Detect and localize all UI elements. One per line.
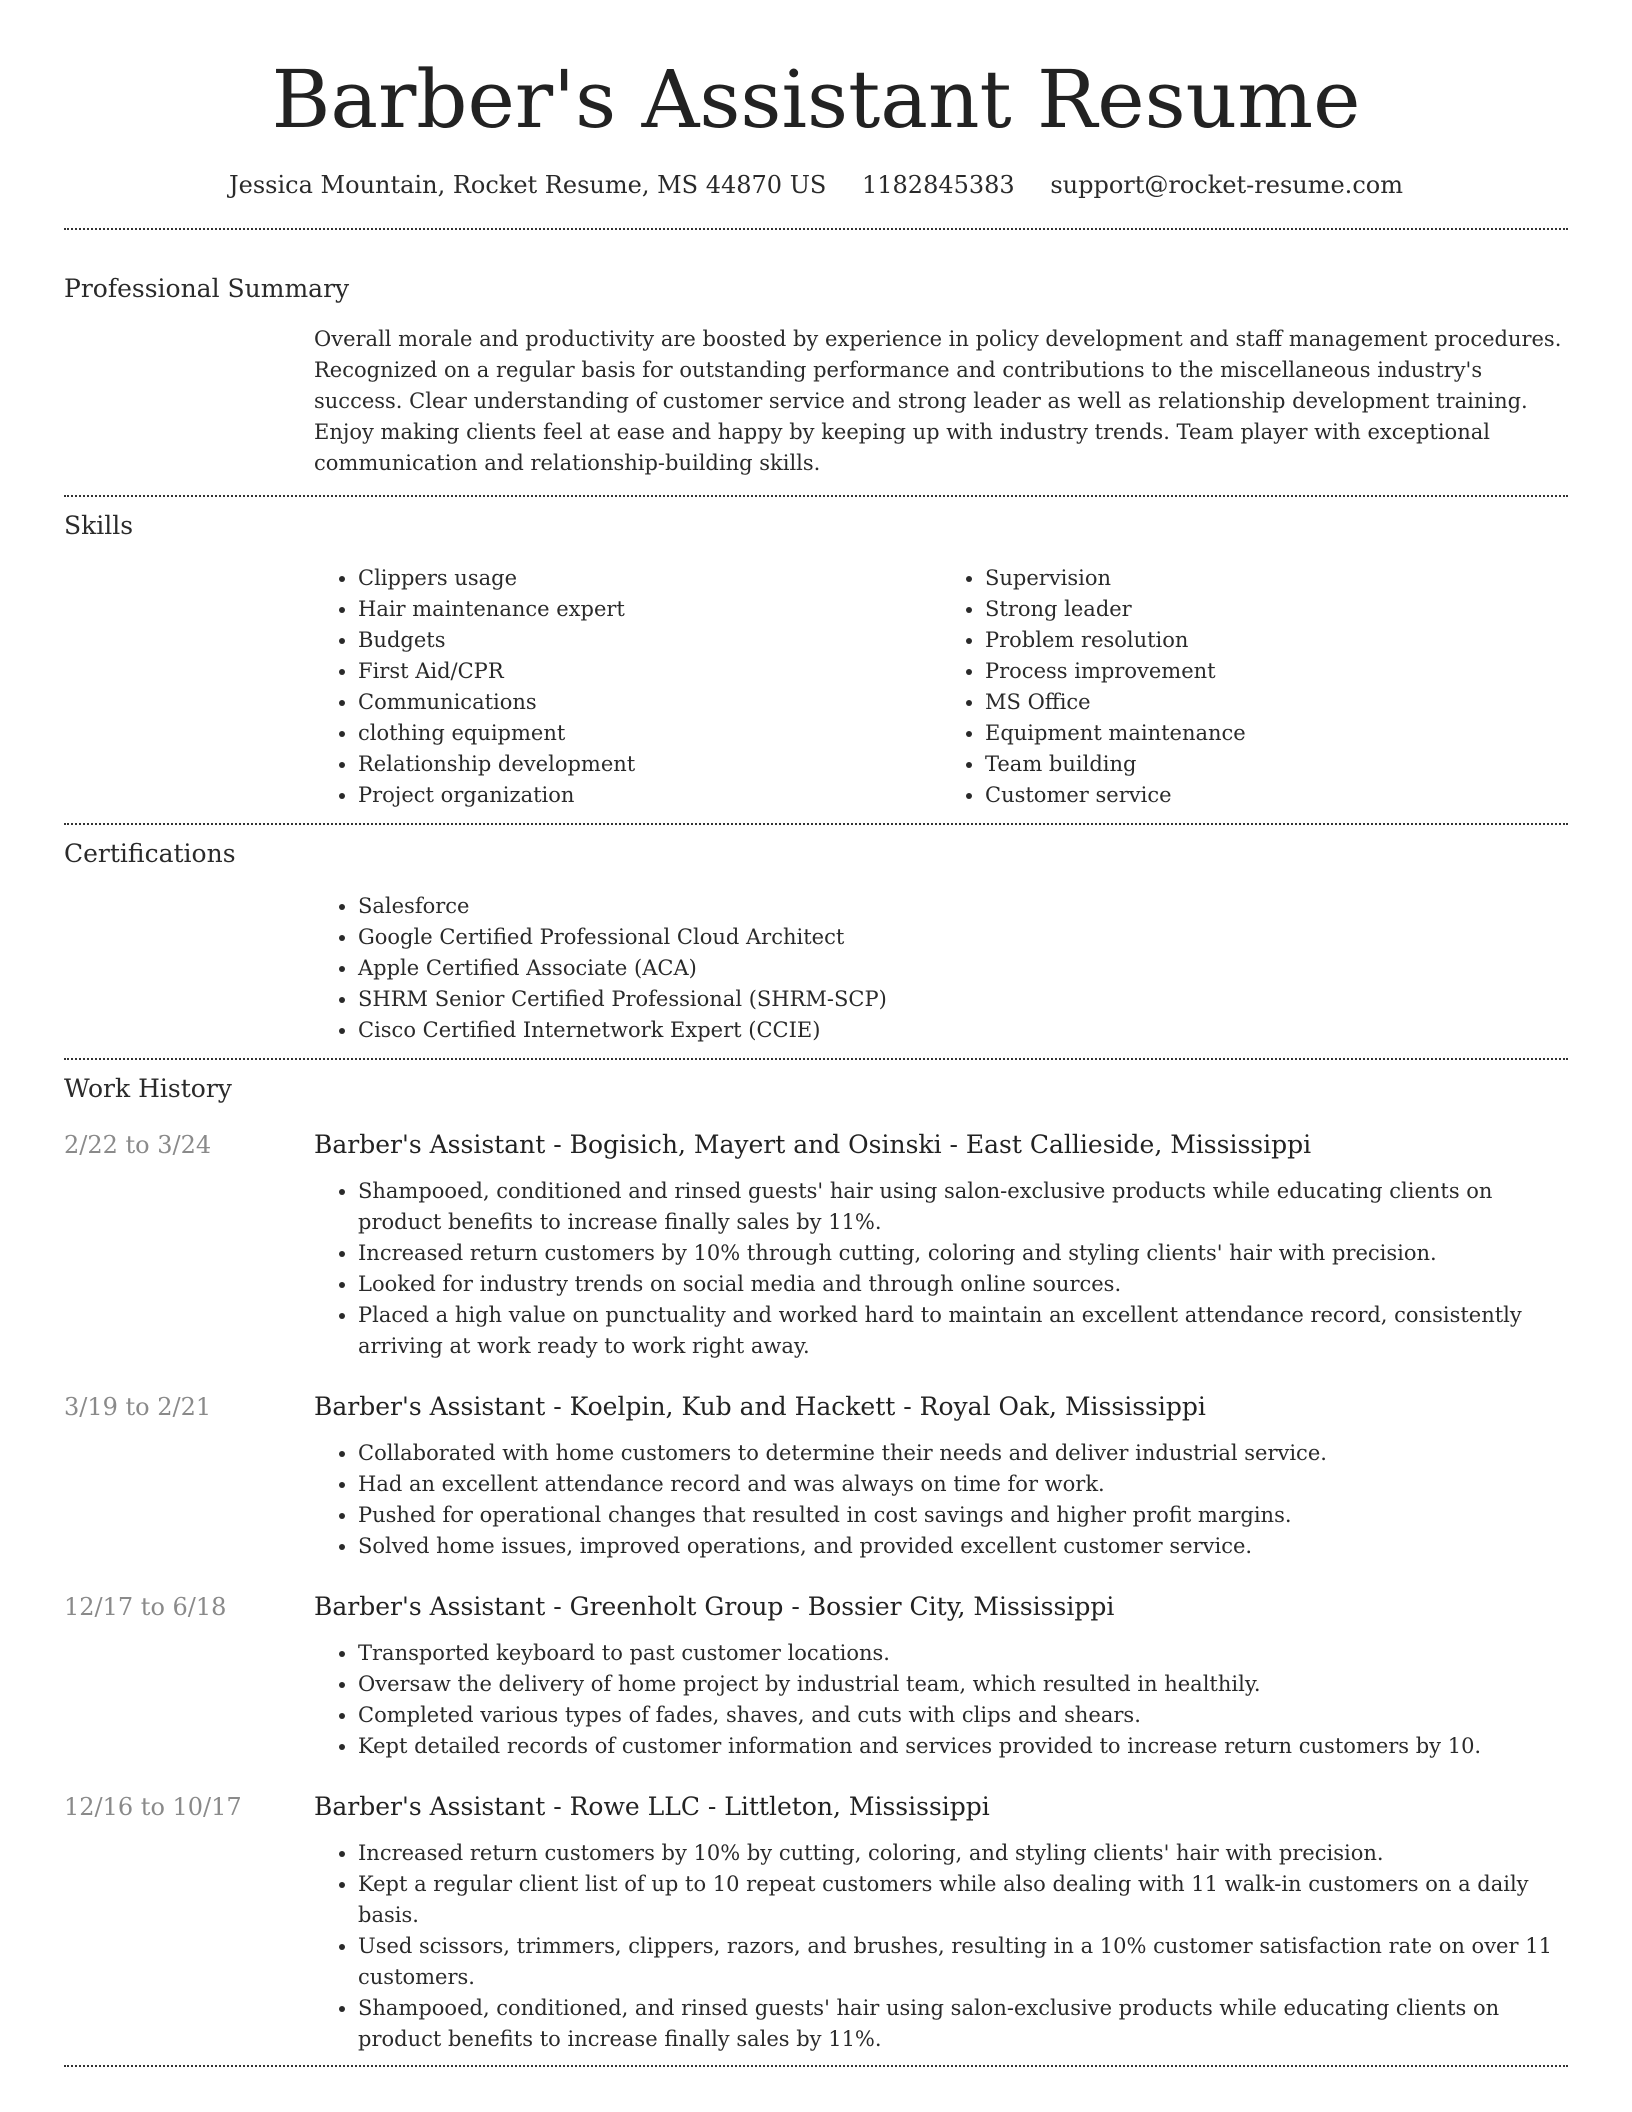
work-history-section: [64, 1060, 1568, 2065]
job-date: 3/19 to 2/21: [64, 1393, 212, 1421]
skill-item: • Clippers usage: [358, 563, 941, 594]
job-bullet: • Looked for industry trends on social media and through online sources.: [358, 1269, 1568, 1300]
job-bullet: • Kept a regular client list of up to 10 repeat customers while also dealing with 11 walk-in customers on a daily basis.: [358, 1869, 1568, 1931]
certification-item: • SHRM Senior Certified Professional (SHRM-SCP): [358, 984, 1568, 1015]
skill-item: • Communications: [358, 687, 941, 718]
job-bullet: • Placed a high value on punctuality and worked hard to maintain an excellent attendance record, consistently arriving at work ready to work right away.: [358, 1300, 1568, 1362]
job-bullet: • Shampooed, conditioned and rinsed guests' hair using salon-exclusive products while educating clients on product benefits to increase finally sales by 11%.: [358, 1176, 1568, 1238]
certification-item: • Google Certified Professional Cloud Architect: [358, 922, 1568, 953]
skill-item: • Problem resolution: [985, 625, 1568, 656]
summary-section: [64, 230, 1568, 495]
job-entry: [64, 1128, 1568, 1362]
job-bullet: • Shampooed, conditioned, and rinsed guests' hair using salon-exclusive products while educating clients on product benefits to increase finally sales by 11%.: [358, 1993, 1568, 2055]
job-title: Barber's Assistant - Koelpin, Kub and Hackett - Royal Oak, Mississippi: [314, 1392, 1206, 1421]
job-body: [314, 1638, 1568, 1762]
certifications-section: [64, 825, 1568, 1058]
summary-body: [314, 324, 1568, 479]
skill-item: • Team building: [985, 749, 1568, 780]
job-bullets: [314, 1638, 1568, 1762]
skills-grid: [314, 563, 1568, 811]
job-bullet: • Transported keyboard to past customer locations.: [358, 1638, 1568, 1669]
job-date: 2/22 to 3/24: [64, 1131, 212, 1159]
job-bullets: [314, 1438, 1568, 1562]
job-bullet: • Collaborated with home customers to determine their needs and deliver industrial service.: [358, 1438, 1568, 1469]
skills-heading: Skills: [64, 511, 134, 540]
skill-item: • MS Office: [985, 687, 1568, 718]
certifications-body: [314, 891, 1568, 1046]
job-bullet: • Oversaw the delivery of home project by industrial team, which resulted in healthily.: [358, 1669, 1568, 1700]
job-bullet: • Had an excellent attendance record and was always on time for work.: [358, 1469, 1568, 1500]
skill-item: • Customer service: [985, 780, 1568, 811]
job-body: [314, 1438, 1568, 1562]
job-bullet: • Pushed for operational changes that resulted in cost savings and higher profit margins.: [358, 1500, 1568, 1531]
skill-item: • Project organization: [358, 780, 941, 811]
job-bullets: [314, 1838, 1568, 2055]
certifications-heading: Certifications: [64, 839, 236, 868]
job-entry: [64, 1590, 1568, 1762]
skill-item: • Process improvement: [985, 656, 1568, 687]
job-entry: [64, 1790, 1568, 2055]
skills-list-left: [314, 563, 941, 811]
job-bullet: • Increased return customers by 10% through cutting, coloring and styling clients' hair with precision.: [358, 1238, 1568, 1269]
skill-item: • First Aid/CPR: [358, 656, 941, 687]
summary-heading: Professional Summary: [64, 274, 350, 303]
skills-section: [64, 497, 1568, 823]
summary-text: Overall morale and productivity are boosted by experience in policy development and staff management procedures. Recognized on a regular basis for outstanding performance and contributions to the miscellaneous industry's success. Clear understanding of customer service and strong leader as well as relationship development training. Enjoy making clients feel at ease and happy by keeping up with industry trends. Team player with exceptional communication and relationship-building skills.: [314, 327, 1562, 475]
job-body: [314, 1838, 1568, 2055]
job-body: [314, 1176, 1568, 1362]
contact-address: Jessica Mountain, Rocket Resume, MS 44870 US: [229, 171, 827, 199]
job-bullet: • Increased return customers by 10% by cutting, coloring, and styling clients' hair with precision.: [358, 1838, 1568, 1869]
job-bullet: • Solved home issues, improved operations, and provided excellent customer service.: [358, 1531, 1568, 1562]
skill-item: • Strong leader: [985, 594, 1568, 625]
skill-item: • Budgets: [358, 625, 941, 656]
work-history-heading: Work History: [64, 1074, 232, 1103]
certification-item: • Apple Certified Associate (ACA): [358, 953, 1568, 984]
job-bullet: • Completed various types of fades, shaves, and cuts with clips and shears.: [358, 1700, 1568, 1731]
skill-item: • Relationship development: [358, 749, 941, 780]
certification-item: • Cisco Certified Internetwork Expert (CCIE): [358, 1015, 1568, 1046]
contact-email: support@rocket-resume.com: [1050, 171, 1403, 199]
resume-title: Barber's Assistant Resume: [271, 53, 1361, 146]
job-bullet: • Used scissors, trimmers, clippers, razors, and brushes, resulting in a 10% customer satisfaction rate on over 11 customers.: [358, 1931, 1568, 1993]
contact-line: [64, 168, 1568, 202]
job-title: Barber's Assistant - Bogisich, Mayert and Osinski - East Callieside, Mississippi: [314, 1130, 1312, 1159]
job-date: 12/16 to 10/17: [64, 1793, 242, 1821]
job-entry: [64, 1390, 1568, 1562]
section-divider: [64, 2065, 1568, 2067]
certification-item: • Salesforce: [358, 891, 1568, 922]
certifications-list: [314, 891, 1568, 1046]
skill-item: • Hair maintenance expert: [358, 594, 941, 625]
skills-list-right: [941, 563, 1568, 811]
job-title: Barber's Assistant - Rowe LLC - Littleton, Mississippi: [314, 1792, 990, 1821]
contact-phone: 1182845383: [862, 171, 1015, 199]
job-bullets: [314, 1176, 1568, 1362]
skill-item: • Equipment maintenance: [985, 718, 1568, 749]
job-title: Barber's Assistant - Greenholt Group - Bossier City, Mississippi: [314, 1592, 1115, 1621]
skill-item: • clothing equipment: [358, 718, 941, 749]
skill-item: • Supervision: [985, 563, 1568, 594]
resume-page: [64, 0, 1568, 2067]
job-bullet: • Kept detailed records of customer information and services provided to increase return customers by 10.: [358, 1731, 1568, 1762]
job-date: 12/17 to 6/18: [64, 1593, 227, 1621]
